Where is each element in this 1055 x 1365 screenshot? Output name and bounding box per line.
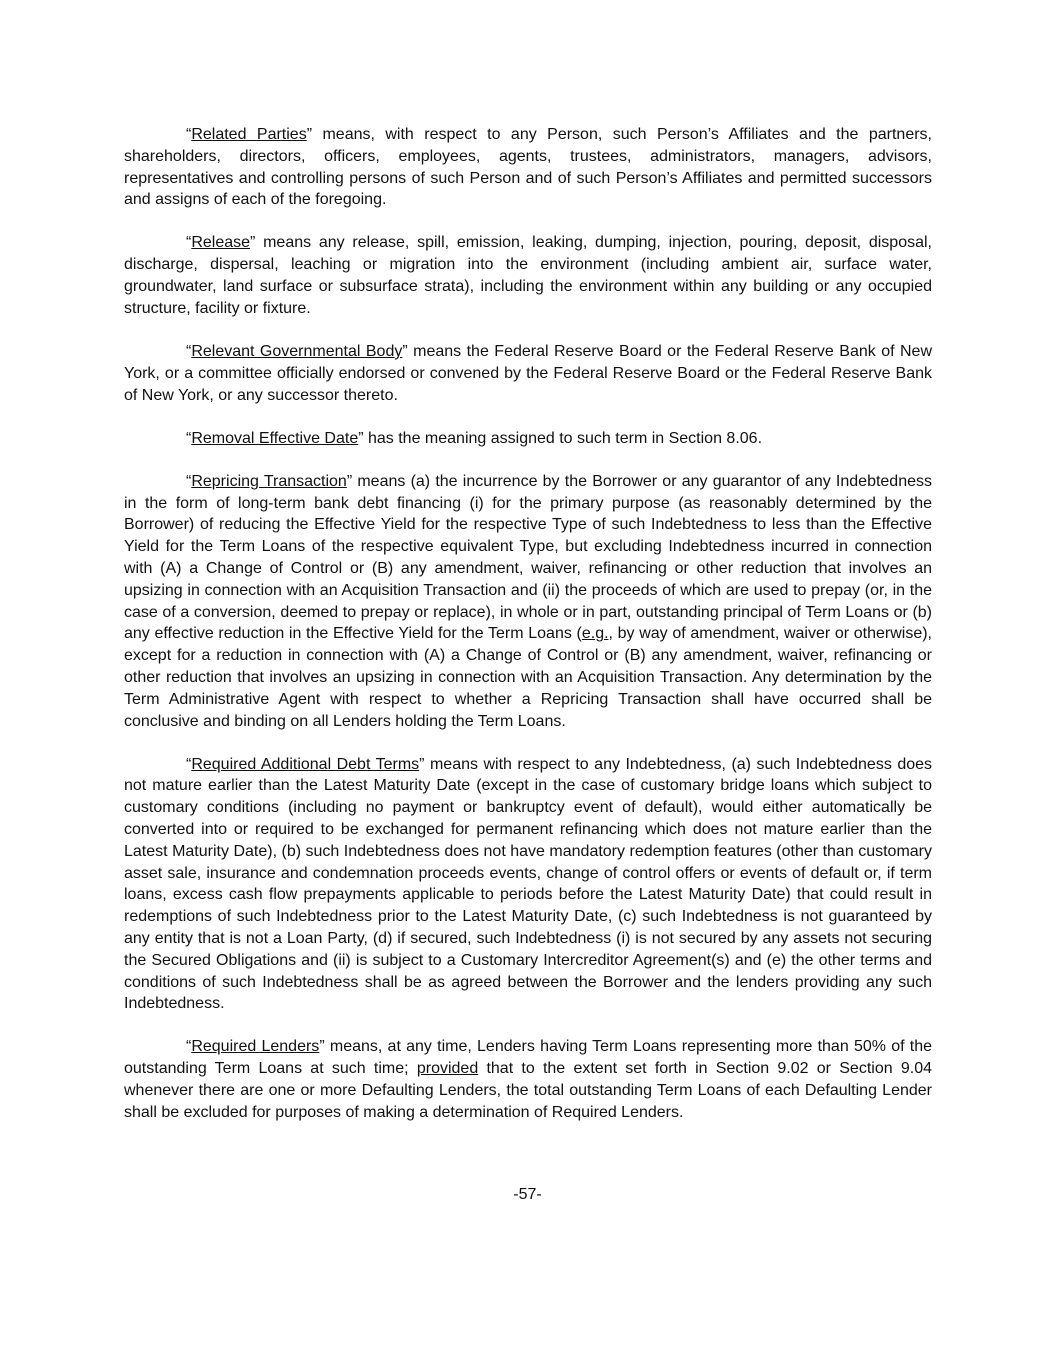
definition-related-parties — [124, 124, 932, 211]
open-quote: “ — [186, 234, 192, 252]
definition-text-continued: that to the extent set forth in Section 9.02 or Section 9.04 whenever there are one or more Defaulting Lenders, the total outstanding Term Loans of each Defaulting Lender shall be excluded for purposes of making a determination of Required Lenders. — [124, 1060, 932, 1121]
definition-required-lenders — [124, 1036, 932, 1123]
document-page — [124, 124, 932, 1145]
inline-underlined-text: e.g. — [581, 625, 609, 643]
definition-text: means, with respect to any Person, such Person’s Affiliates and the partners, shareholders, directors, officers, employees, agents, trustees, administrators, managers, advisors, representatives and controlling persons of such Person and of such Person’s Affiliates and permitted successors and assigns of each of the foregoing. — [124, 126, 932, 209]
definition-text-continued: , by way of amendment, waiver or otherwise), except for a reduction in connection with (A) a Change of Control or (B) any amendment, waiver, refinancing or other reduction that involves an upsizing in connection with an Acquisition Transaction. Any determination by the Term Administrative Agent with respect to whether a Repricing Transaction shall have occurred shall be conclusive and binding on all Lenders holding the Term Loans. — [124, 625, 933, 730]
definition-text: means, at any time, Lenders having Term Loans representing more than 50% of the outstanding Term Loans at such time; — [124, 1038, 932, 1078]
open-quote: “ — [186, 342, 192, 360]
definition-repricing-transaction — [124, 471, 932, 733]
definition-removal-effective-date — [124, 428, 932, 450]
close-quote: ” — [402, 342, 408, 360]
defined-term: Related Parties — [191, 126, 307, 143]
open-quote: “ — [186, 1038, 192, 1056]
page-number: -57- — [513, 1186, 542, 1203]
close-quote: ” — [419, 755, 425, 773]
definition-relevant-governmental-body — [124, 341, 932, 406]
close-quote: ” — [250, 234, 256, 252]
defined-term: Repricing Transaction — [191, 472, 347, 490]
definition-text: means the Federal Reserve Board or the Federal Reserve Bank of New York, or a committee officially endorsed or convened by the Federal Reserve Board or the Federal Reserve Bank of New York, or any successor thereto. — [124, 342, 933, 404]
close-quote: ” — [319, 1038, 325, 1056]
defined-term: Relevant Governmental Body — [191, 342, 403, 360]
defined-term: Required Lenders — [191, 1038, 320, 1056]
close-quote: ” — [306, 126, 313, 143]
close-quote: ” — [346, 472, 353, 490]
open-quote: “ — [186, 472, 192, 490]
defined-term: Required Additional Debt Terms — [191, 755, 420, 773]
defined-term: Release — [191, 234, 251, 252]
open-quote: “ — [186, 755, 192, 773]
definition-text: means any release, spill, emission, leaking, dumping, injection, pouring, deposit, disposal, discharge, dispersal, leaching or migration into the environment (including ambient air, surface water, groundwater, land surface or subsurface strata), including the environment within any building or any occupied structure, facility or fixture. — [124, 234, 932, 317]
open-quote: “ — [186, 126, 192, 143]
close-quote: ” — [358, 429, 364, 447]
inline-underlined-text: provided — [416, 1060, 479, 1078]
definition-release — [124, 232, 932, 319]
definition-required-additional-debt-terms — [124, 754, 932, 1016]
definition-text: has the meaning assigned to such term in Section 8.06. — [363, 429, 763, 447]
open-quote: “ — [186, 429, 192, 447]
defined-term: Removal Effective Date — [191, 429, 359, 447]
definition-text: means (a) the incurrence by the Borrower or any guarantor of any Indebtedness in the form of long-term bank debt financing (i) for the primary purpose (as reasonably determined by the Borrower) of reducing the Effective Yield for the respective Type of such Indebtedness to less than the Effective Yield for the Term Loans of the respective equivalent Type, but excluding Indebtedness incurred in connection with (A) a Change of Control or (B) any amendment, waiver, refinancing or other reduction that involves an upsizing in connection with an Acquisition Transaction and (ii) the proceeds of which are used to prepay (or, in the case of a conversion, deemed to prepay or replace), in whole or in part, outstanding principal of Term Loans or (b) any effective reduction in the Effective Yield for the Term Loans ( — [124, 472, 932, 643]
definition-text: means with respect to any Indebtedness, (a) such Indebtedness does not mature earlier than the Latest Maturity Date (except in the case of customary bridge loans which subject to customary conditions (including no payment or bankruptcy event of default), would either automatically be converted into or required to be exchanged for permanent refinancing which does not mature earlier than the Latest Maturity Date), (b) such Indebtedness does not have mandatory redemption features (other than customary asset sale, insurance and condemnation proceeds events, change of control offers or events of default or, if term loans, excess cash flow prepayments applicable to periods before the Latest Maturity Date) that could result in redemptions of such Indebtedness prior to the Latest Maturity Date, (c) such Indebtedness is not guaranteed by any entity that is not a Loan Party, (d) if secured, such Indebtedness (i) is not secured by any assets not securing the Secured Obligations and (ii) is subject to a Customary Intercreditor Agreement(s) and (e) the other terms and conditions of such Indebtedness shall be as agreed between the Borrower and the lenders providing any such Indebtedness. — [124, 755, 933, 1013]
